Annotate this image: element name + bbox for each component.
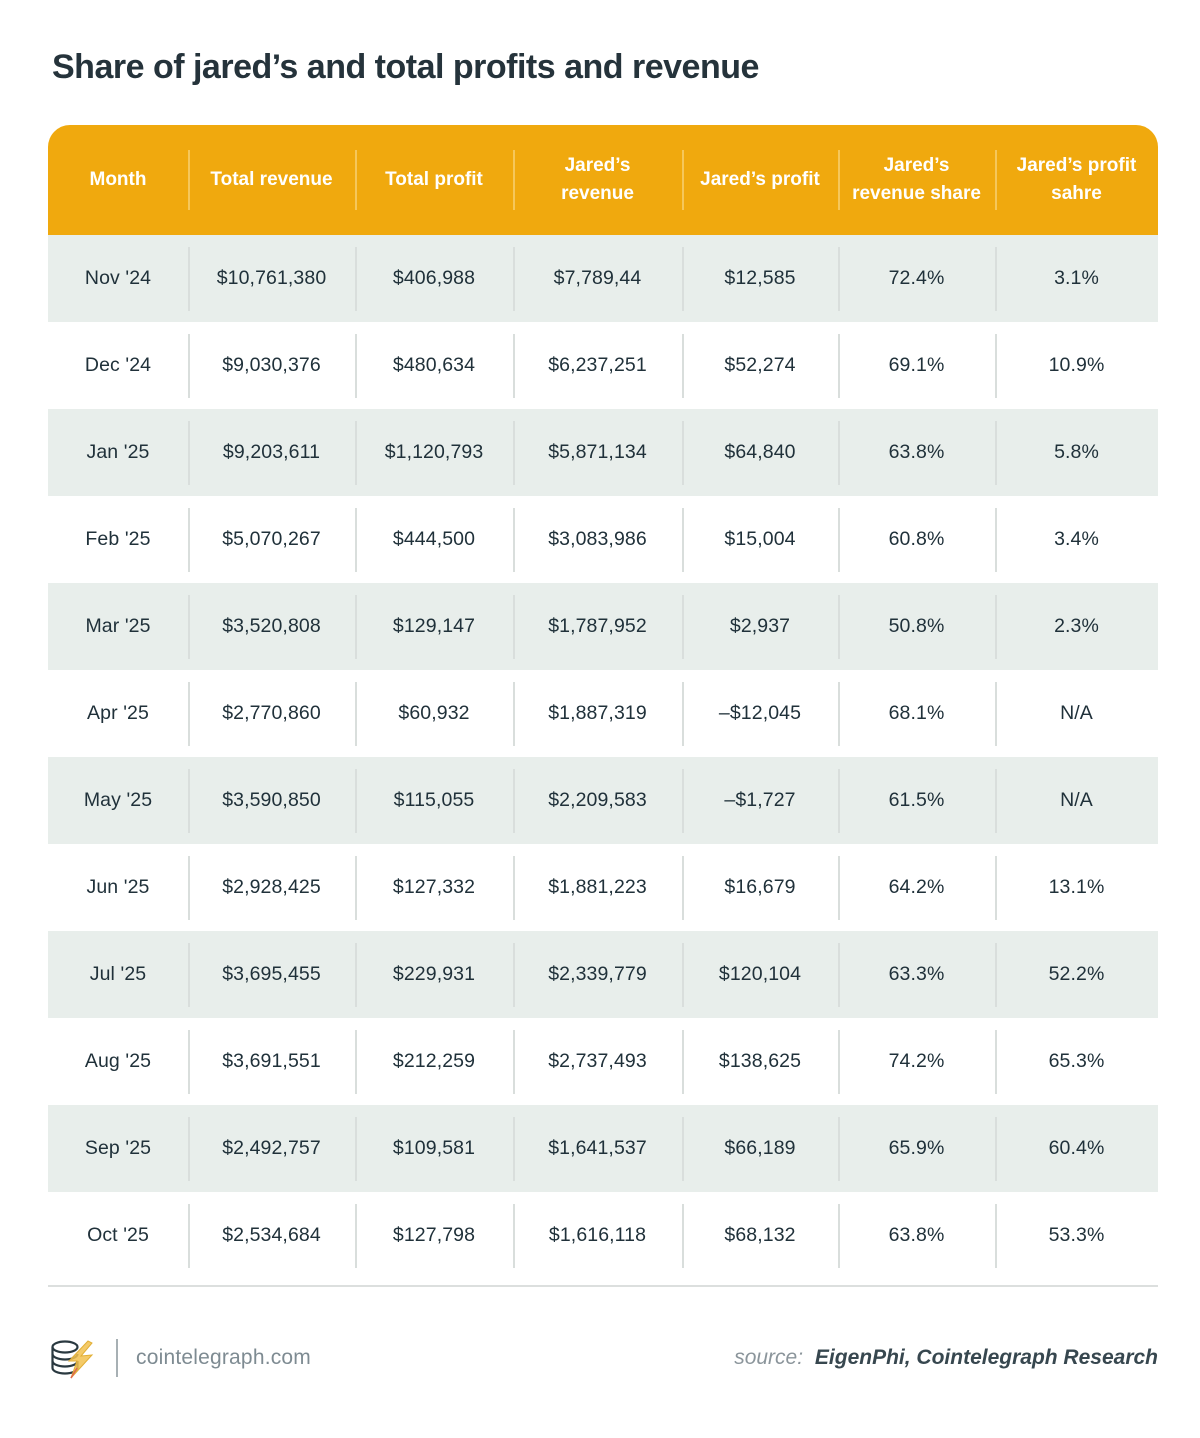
value-cell: $1,887,319	[513, 702, 682, 725]
cointelegraph-coin-stack-icon	[48, 1333, 98, 1383]
value-cell: 65.3%	[995, 1050, 1158, 1073]
month-cell: Feb '25	[85, 528, 151, 550]
month-cell: Jun '25	[86, 876, 150, 898]
value-cell: N/A	[995, 702, 1158, 725]
value-cell: $2,770,860	[188, 702, 355, 725]
value-cell: 63.8%	[838, 1224, 995, 1247]
value-cell: 10.9%	[995, 354, 1158, 377]
column-header: Total revenue	[188, 166, 355, 194]
value-cell: 60.4%	[995, 1137, 1158, 1160]
source-value: EigenPhi, Cointelegraph Research	[814, 1346, 1158, 1369]
table-row	[48, 1018, 1158, 1105]
value-cell: 3.1%	[995, 267, 1158, 290]
column-header: Jared’s profit	[682, 166, 838, 194]
value-cell: $2,534,684	[188, 1224, 355, 1247]
value-cell: $444,500	[355, 528, 513, 551]
table-row	[48, 844, 1158, 931]
value-cell: 60.8%	[838, 528, 995, 551]
data-table	[48, 125, 1158, 1287]
value-cell: $66,189	[682, 1137, 838, 1160]
value-cell: $480,634	[355, 354, 513, 377]
table-row	[48, 1192, 1158, 1279]
brand	[48, 1333, 311, 1383]
value-cell: $3,083,986	[513, 528, 682, 551]
month-cell: Oct '25	[87, 1224, 149, 1246]
table-row	[48, 496, 1158, 583]
value-cell: 74.2%	[838, 1050, 995, 1073]
value-cell: $5,871,134	[513, 441, 682, 464]
value-cell: $10,761,380	[188, 267, 355, 290]
value-cell: 64.2%	[838, 876, 995, 899]
value-cell: $2,209,583	[513, 789, 682, 812]
value-cell: $3,520,808	[188, 615, 355, 638]
value-cell: $229,931	[355, 963, 513, 986]
value-cell: $2,928,425	[188, 876, 355, 899]
value-cell: $109,581	[355, 1137, 513, 1160]
value-cell: $64,840	[682, 441, 838, 464]
value-cell: 72.4%	[838, 267, 995, 290]
value-cell: 63.8%	[838, 441, 995, 464]
value-cell: 69.1%	[838, 354, 995, 377]
value-cell: 53.3%	[995, 1224, 1158, 1247]
value-cell: N/A	[995, 789, 1158, 812]
value-cell: 3.4%	[995, 528, 1158, 551]
value-cell: 52.2%	[995, 963, 1158, 986]
column-header: Jared’s profit sahre	[995, 152, 1158, 207]
value-cell: $52,274	[682, 354, 838, 377]
table-row	[48, 583, 1158, 670]
table-row	[48, 322, 1158, 409]
footer	[48, 1333, 1158, 1383]
value-cell: 68.1%	[838, 702, 995, 725]
value-cell: $2,937	[682, 615, 838, 638]
table-row	[48, 235, 1158, 322]
value-cell: $1,787,952	[513, 615, 682, 638]
month-cell: Dec '24	[84, 354, 152, 376]
month-cell: Apr '25	[87, 702, 149, 724]
value-cell: $1,641,537	[513, 1137, 682, 1160]
value-cell: $129,147	[355, 615, 513, 638]
page-title: Share of jared’s and total profits and revenue	[52, 48, 759, 86]
brand-divider	[116, 1339, 118, 1377]
month-cell: Sep '25	[84, 1137, 152, 1159]
value-cell: $127,332	[355, 876, 513, 899]
column-header: Month	[89, 169, 147, 191]
value-cell: $1,120,793	[355, 441, 513, 464]
value-cell: 65.9%	[838, 1137, 995, 1160]
month-cell: Nov '24	[84, 267, 152, 289]
value-cell: $212,259	[355, 1050, 513, 1073]
value-cell: $16,679	[682, 876, 838, 899]
value-cell: $3,590,850	[188, 789, 355, 812]
value-cell: 2.3%	[995, 615, 1158, 638]
source-credit	[734, 1346, 1158, 1370]
value-cell: $7,789,44	[513, 267, 682, 290]
table-row	[48, 670, 1158, 757]
value-cell: $3,691,551	[188, 1050, 355, 1073]
value-cell: $60,932	[355, 702, 513, 725]
value-cell: $138,625	[682, 1050, 838, 1073]
value-cell: $2,737,493	[513, 1050, 682, 1073]
value-cell: 63.3%	[838, 963, 995, 986]
table-row	[48, 1105, 1158, 1192]
value-cell: $12,585	[682, 267, 838, 290]
value-cell: $68,132	[682, 1224, 838, 1247]
value-cell: 13.1%	[995, 876, 1158, 899]
table-bottom-rule	[48, 1285, 1158, 1287]
value-cell: $115,055	[355, 789, 513, 812]
value-cell: $9,030,376	[188, 354, 355, 377]
value-cell: 5.8%	[995, 441, 1158, 464]
table-body	[48, 235, 1158, 1279]
value-cell: $406,988	[355, 267, 513, 290]
month-cell: Aug '25	[84, 1050, 152, 1072]
value-cell: $5,070,267	[188, 528, 355, 551]
value-cell: $127,798	[355, 1224, 513, 1247]
value-cell: –$12,045	[682, 702, 838, 725]
column-header: Total profit	[355, 166, 513, 194]
brand-name: cointelegraph.com	[136, 1346, 311, 1369]
value-cell: $3,695,455	[188, 963, 355, 986]
table-row	[48, 931, 1158, 1018]
month-cell: Jan '25	[86, 441, 150, 463]
value-cell: $120,104	[682, 963, 838, 986]
value-cell: $15,004	[682, 528, 838, 551]
table-header	[48, 125, 1158, 235]
column-header: Jared’s revenue	[513, 152, 682, 207]
table-row	[48, 409, 1158, 496]
month-cell: Jul '25	[89, 963, 147, 985]
value-cell: $9,203,611	[188, 441, 355, 464]
table-row	[48, 757, 1158, 844]
value-cell: 61.5%	[838, 789, 995, 812]
month-cell: Mar '25	[85, 615, 151, 637]
value-cell: $6,237,251	[513, 354, 682, 377]
column-header: Jared’s revenue share	[838, 152, 995, 207]
value-cell: –$1,727	[682, 789, 838, 812]
value-cell: $1,616,118	[513, 1224, 682, 1247]
month-cell: May '25	[83, 789, 153, 811]
source-label: source:	[734, 1346, 804, 1369]
value-cell: 50.8%	[838, 615, 995, 638]
value-cell: $2,339,779	[513, 963, 682, 986]
value-cell: $2,492,757	[188, 1137, 355, 1160]
value-cell: $1,881,223	[513, 876, 682, 899]
